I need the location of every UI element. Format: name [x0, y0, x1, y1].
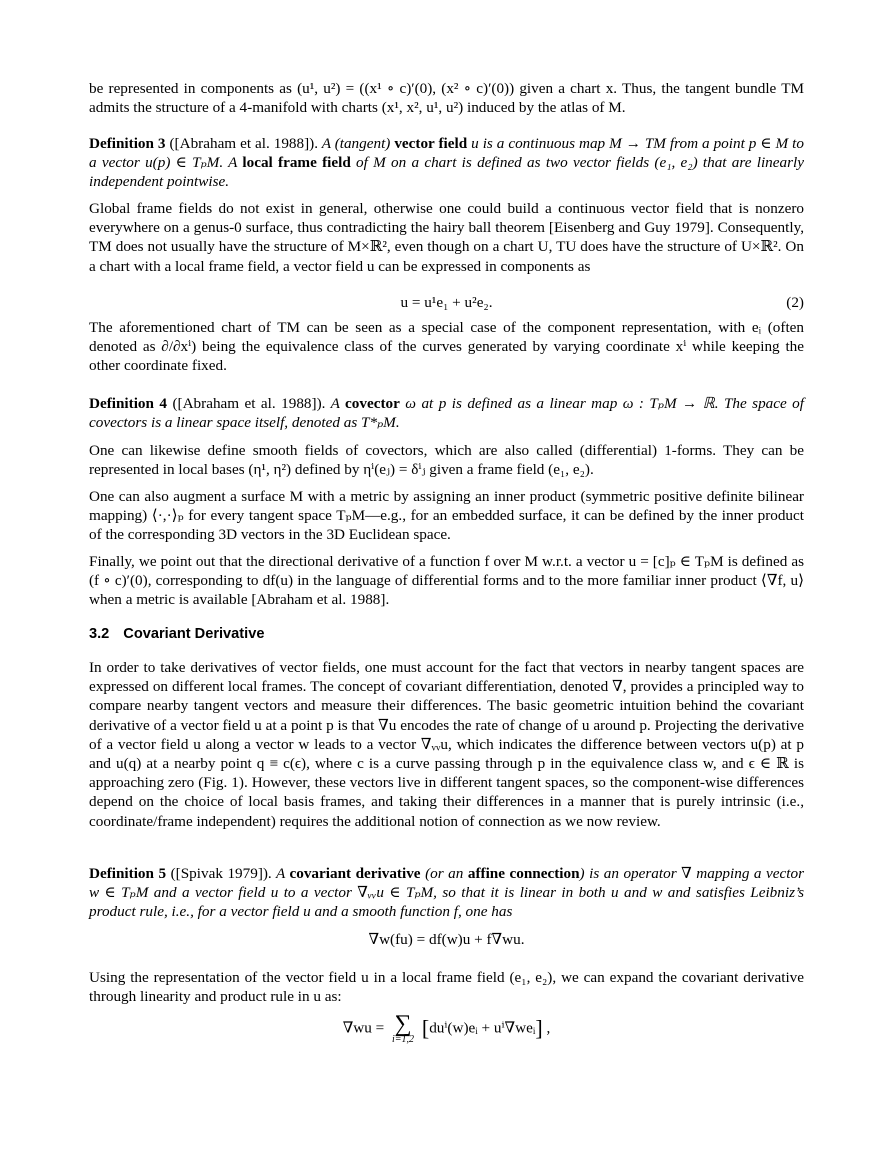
definition-4-text-a: A: [325, 395, 346, 412]
summation-operator: [392, 1013, 414, 1045]
definition-3-label: Definition 3: [89, 135, 166, 152]
equation-expansion: ∇wu = ∑ i=1,2 [duⁱ(w)eᵢ + uⁱ∇weᵢ] ,: [342, 1011, 551, 1045]
definition-5-text-a: A: [271, 865, 290, 882]
summation-symbol: ∑: [394, 1011, 412, 1037]
definition-3-term-vector-field: vector field: [394, 135, 468, 152]
summation-limits: i=1,2: [392, 1034, 415, 1045]
section-title: Covariant Derivative: [123, 626, 265, 642]
definition-5-term-covariant-derivative: covariant derivative: [289, 865, 421, 882]
equation-2: [89, 293, 804, 313]
paragraph-metric: One can also augment a surface M with a metric by assigning an inner product (symmetric positive definite bilinear mapping) ⟨·,·⟩ₚ for every tangent space TₚM—e.g., for an embedded surface, it can be defined by the inner product of the corresponding 3D vectors in the 3D Euclidean space.: [89, 488, 804, 544]
paragraph-expansion: Using the representation of the vector field u in a local frame field (e₁, e₂), we can expand the covariant derivative through linearity and product rule in u as:: [89, 969, 804, 1006]
paragraph-directional-derivative: Finally, we point out that the directional derivative of a function f over M w.r.t. a vector u = [c]ₚ ∈ TₚM is defined as (f ∘ c)′(0), corresponding to df(u) in the language of differential forms and to the more familiar inner product ⟨∇f, u⟩ when a metric is available [Abraham et al. 1988].: [89, 553, 804, 609]
definition-3-text-a: A (tangent): [318, 135, 395, 152]
definition-4-text-b: ω at p is defined as a linear map ω : TₚM → ℝ. The space of covectors is a linear space itself, denoted as T*ₚM.: [89, 395, 804, 432]
definition-5: [89, 864, 804, 922]
definition-4-term-covector: covector: [345, 395, 400, 412]
definition-3-term-local-frame-field: local frame field: [242, 154, 351, 172]
definition-4: [89, 394, 804, 432]
definition-5-label: Definition 5: [89, 865, 167, 882]
equation-expansion-body: duⁱ(w)eᵢ + uⁱ∇weᵢ: [429, 1019, 536, 1037]
paragraph-chart-of-tm: The aforementioned chart of TM can be seen as a special case of the component representation, with eᵢ (often denoted as ∂/∂xⁱ) being the equivalence class of the curves generated by varying coordinate xⁱ while keeping the other coordinate fixed.: [89, 319, 804, 375]
equation-leibniz: ∇w(fu) = df(w)u + f∇wu.: [368, 931, 525, 948]
paragraph-covariant-differentiation: In order to take derivatives of vector fields, one must account for the fact that vectors in nearby tangent spaces are expressed on different local frames. The concept of covariant differentiation, denoted ∇, provides a principled way to compare nearby tangent vectors and measure their differences. The basic geometric intuition behind the covariant derivative of a vector field u at a point p is that ∇u encodes the rate of change of u around p. Projecting the derivative of a vector field u along a vector w leads to a vector ∇ᵥᵥu, which indicates the difference between vectors u(p) at p and u(q) at a nearby point q ≡ c(ϵ), where c is a curve passing through p in the equivalence class w, and ϵ ∈ ℝ is approaching zero (Fig. 1). However, these vectors live in different tangent spaces, so the component-wise differences depend on the choice of local basis frames, and taking their differences in a manner that is purely intrinsic (i.e., coordinate/frame independent) requires the additional notion of connection as we now review.: [89, 659, 804, 830]
equation-expansion-tail: ,: [542, 1019, 551, 1037]
definition-5-text-c: ) is an operator ∇ mapping a vector w ∈ TₚM and a vector field u to a vector ∇ᵥᵥu ∈ TₚM, so that it is linear in both u and w and satisfies Leibniz’s product rule, i.e., for a vector field u and a smooth function f, one has: [89, 865, 804, 921]
equation-2-number: (2): [786, 294, 804, 311]
paragraph-global-frame-fields: Global frame fields do not exist in general, otherwise one could build a continuous vector field that is nonzero everywhere on a genus-0 surface, thus contradicting the hairy ball theorem [Eisenberg and Guy 1979]. Consequently, TM does not usually have the structure of M×ℝ², even though on a chart U, TU does have the structure of U×ℝ². On a chart with a local frame field, a vector field u can be expressed in components as: [89, 200, 804, 275]
section-number: 3.2: [89, 626, 110, 642]
definition-5-citation: ([Spivak 1979]).: [170, 865, 272, 882]
section-heading: [89, 625, 264, 643]
paragraph-components: be represented in components as (u¹, u²) = ((x¹ ∘ c)′(0), (x² ∘ c)′(0)) given a chart x. Thus, the tangent bundle TM admits the structure of a 4-manifold with charts (x¹, x², u¹, u²) induced by the atlas of M.: [89, 80, 804, 117]
equation-2-formula: u = u¹e₁ + u²e₂.: [400, 294, 493, 311]
definition-3-text-c: of M on a chart is defined as two vector fields (e₁, e₂) that are linearly independent pointwise.: [89, 154, 804, 191]
definition-3: [89, 134, 804, 192]
equation-expansion-lhs: ∇wu =: [342, 1019, 389, 1037]
definition-4-label: Definition 4: [89, 395, 168, 412]
definition-3-text-b: u is a continuous map M → TM from a point p ∈ M to a vector u(p) ∈ TₚM. A: [89, 135, 804, 172]
paragraph-one-forms: One can likewise define smooth fields of covectors, which are also called (differential) 1-forms. They can be represented in local bases (η¹, η²) defined by ηⁱ(eⱼ) = δⁱⱼ given a frame field (e₁, e₂).: [89, 442, 804, 479]
definition-3-citation: ([Abraham et al. 1988]).: [169, 135, 319, 152]
definition-4-citation: ([Abraham et al. 1988]).: [172, 395, 326, 412]
definition-5-text-b: (or an: [420, 865, 468, 882]
definition-5-term-affine-connection: affine connection: [467, 865, 580, 882]
